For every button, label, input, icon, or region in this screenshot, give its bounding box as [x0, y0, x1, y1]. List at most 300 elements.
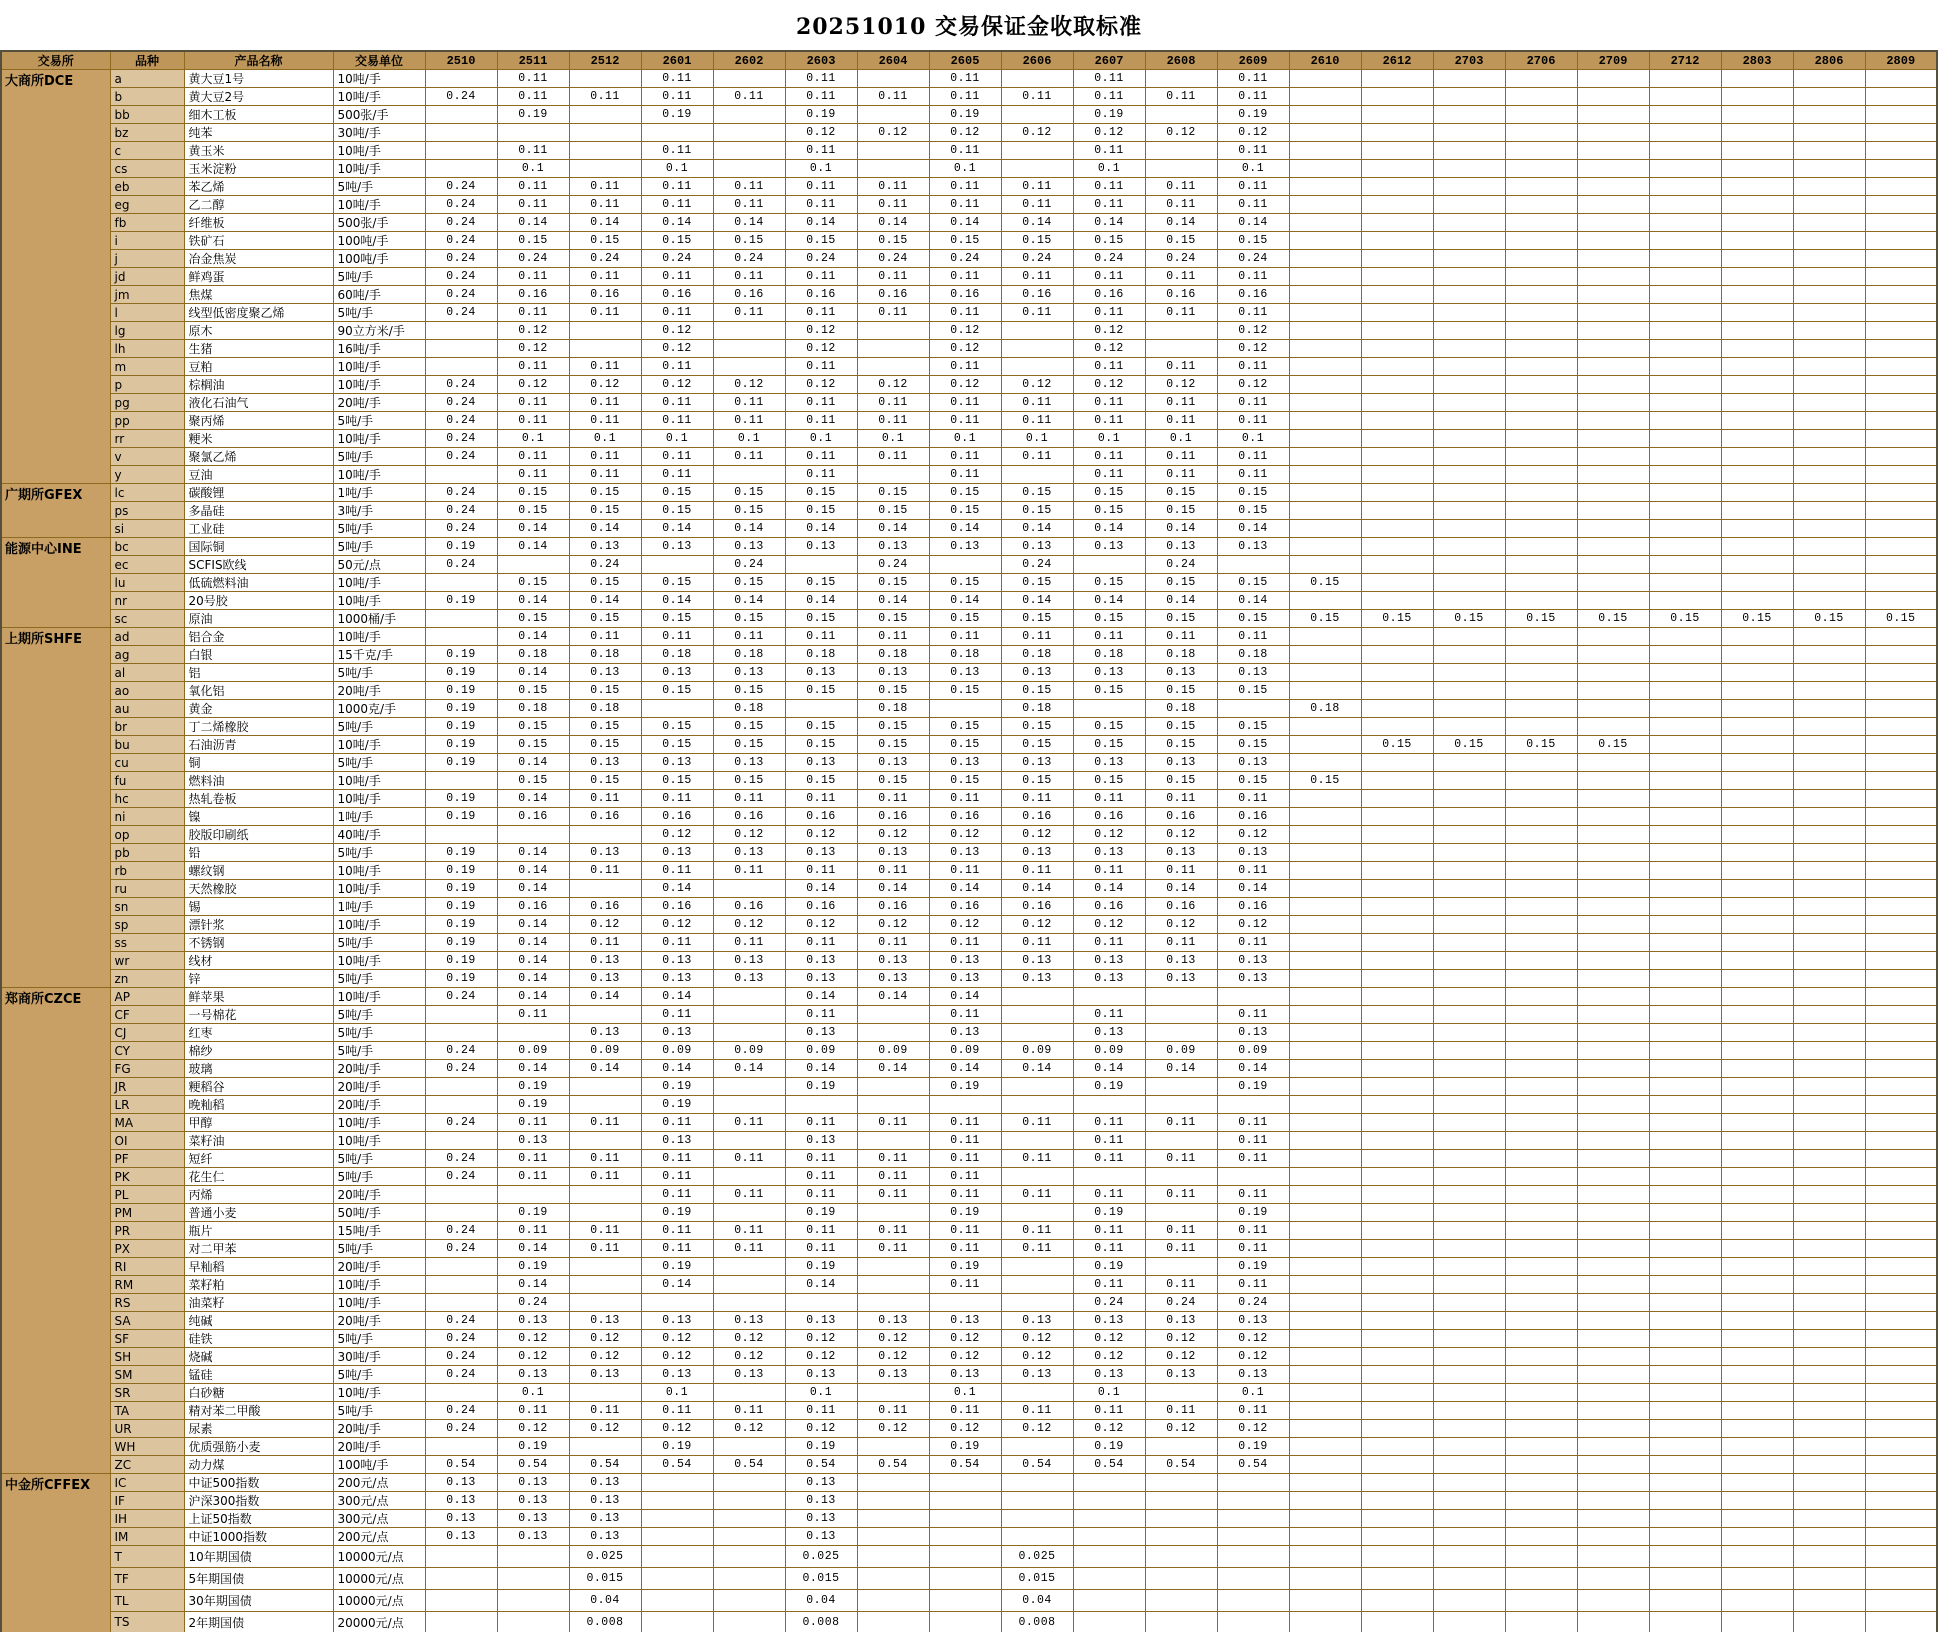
- margin-cell: 0.12: [1001, 1348, 1073, 1366]
- margin-cell: [1865, 1330, 1937, 1348]
- margin-cell: 0.11: [1073, 412, 1145, 430]
- variety-code-cell: ps: [110, 502, 184, 520]
- margin-cell: [1577, 592, 1649, 610]
- margin-cell: 0.13: [929, 1366, 1001, 1384]
- margin-cell: [1793, 988, 1865, 1006]
- margin-cell: [425, 1006, 497, 1024]
- margin-cell: 0.11: [1145, 1240, 1217, 1258]
- margin-cell: [1721, 1096, 1793, 1114]
- column-header: 品种: [110, 51, 184, 70]
- margin-cell: [1793, 826, 1865, 844]
- margin-cell: 0.11: [785, 1240, 857, 1258]
- margin-cell: [1289, 556, 1361, 574]
- margin-cell: [425, 466, 497, 484]
- margin-cell: [1289, 1384, 1361, 1402]
- margin-cell: 0.15: [929, 610, 1001, 628]
- margin-cell: [1865, 1474, 1937, 1492]
- variety-code-cell: sn: [110, 898, 184, 916]
- margin-cell: [1505, 178, 1577, 196]
- margin-cell: 0.15: [1217, 736, 1289, 754]
- margin-cell: 0.1: [785, 160, 857, 178]
- margin-cell: [1865, 1240, 1937, 1258]
- margin-cell: [1505, 970, 1577, 988]
- margin-cell: [1577, 1492, 1649, 1510]
- margin-cell: 0.12: [497, 322, 569, 340]
- margin-cell: [1289, 106, 1361, 124]
- margin-cell: 0.14: [497, 862, 569, 880]
- margin-cell: [1145, 1546, 1217, 1568]
- margin-cell: 0.1: [1073, 160, 1145, 178]
- trade-unit-cell: 5吨/手: [333, 1006, 425, 1024]
- margin-cell: [1505, 1006, 1577, 1024]
- margin-cell: [1793, 286, 1865, 304]
- margin-cell: 0.11: [1001, 1402, 1073, 1420]
- margin-cell: 0.19: [1217, 1258, 1289, 1276]
- variety-code-cell: ss: [110, 934, 184, 952]
- margin-cell: [1577, 1330, 1649, 1348]
- margin-cell: [1793, 646, 1865, 664]
- margin-cell: 0.15: [1505, 610, 1577, 628]
- margin-cell: 0.13: [569, 664, 641, 682]
- margin-cell: [1865, 1384, 1937, 1402]
- margin-cell: 0.16: [785, 898, 857, 916]
- variety-code-cell: SF: [110, 1330, 184, 1348]
- margin-cell: [1433, 682, 1505, 700]
- margin-cell: 0.11: [857, 1186, 929, 1204]
- margin-cell: 0.015: [1001, 1568, 1073, 1590]
- margin-cell: 0.13: [1001, 952, 1073, 970]
- margin-cell: 0.11: [1073, 466, 1145, 484]
- margin-cell: [1289, 1150, 1361, 1168]
- margin-cell: [1721, 718, 1793, 736]
- margin-cell: [1433, 574, 1505, 592]
- margin-cell: 0.13: [857, 1312, 929, 1330]
- product-name-cell: 铝: [184, 664, 333, 682]
- margin-cell: [1289, 844, 1361, 862]
- margin-cell: 0.19: [641, 1078, 713, 1096]
- margin-cell: 0.19: [497, 1204, 569, 1222]
- margin-cell: 0.11: [785, 448, 857, 466]
- trade-unit-cell: 20吨/手: [333, 1186, 425, 1204]
- margin-cell: [1433, 988, 1505, 1006]
- margin-cell: 0.13: [1001, 538, 1073, 556]
- margin-cell: [1505, 1402, 1577, 1420]
- product-name-cell: 漂针浆: [184, 916, 333, 934]
- table-row: [1, 1042, 1937, 1060]
- margin-cell: [1649, 70, 1721, 88]
- margin-cell: [1649, 142, 1721, 160]
- margin-cell: [1577, 934, 1649, 952]
- variety-code-cell: AP: [110, 988, 184, 1006]
- margin-cell: [1073, 1528, 1145, 1546]
- margin-cell: 0.54: [1001, 1456, 1073, 1474]
- margin-cell: [1865, 916, 1937, 934]
- margin-cell: [1721, 394, 1793, 412]
- margin-cell: [1505, 1568, 1577, 1590]
- margin-cell: 0.15: [497, 736, 569, 754]
- margin-cell: [1721, 1420, 1793, 1438]
- variety-code-cell: lg: [110, 322, 184, 340]
- margin-cell: [1649, 538, 1721, 556]
- trade-unit-cell: 3吨/手: [333, 502, 425, 520]
- margin-cell: [1505, 1276, 1577, 1294]
- margin-cell: [1793, 682, 1865, 700]
- table-row: [1, 934, 1937, 952]
- margin-cell: 0.15: [1577, 610, 1649, 628]
- margin-cell: 0.15: [1145, 232, 1217, 250]
- margin-cell: 0.24: [1073, 250, 1145, 268]
- margin-cell: [425, 628, 497, 646]
- margin-cell: [1649, 736, 1721, 754]
- margin-cell: [1289, 1528, 1361, 1546]
- table-row: [1, 556, 1937, 574]
- margin-cell: [1361, 1568, 1433, 1590]
- margin-cell: 0.11: [641, 448, 713, 466]
- variety-code-cell: m: [110, 358, 184, 376]
- margin-cell: 0.15: [497, 682, 569, 700]
- margin-cell: [1577, 844, 1649, 862]
- margin-cell: 0.1: [1217, 1384, 1289, 1402]
- margin-cell: [857, 1384, 929, 1402]
- product-name-cell: 聚氯乙烯: [184, 448, 333, 466]
- margin-cell: 0.12: [1217, 322, 1289, 340]
- margin-cell: 0.15: [569, 682, 641, 700]
- table-row: [1, 1438, 1937, 1456]
- trade-unit-cell: 10吨/手: [333, 88, 425, 106]
- margin-cell: [569, 1384, 641, 1402]
- margin-cell: 0.14: [1073, 592, 1145, 610]
- margin-cell: [1721, 1060, 1793, 1078]
- trade-unit-cell: 10吨/手: [333, 376, 425, 394]
- margin-cell: 0.14: [641, 1276, 713, 1294]
- margin-cell: [1865, 826, 1937, 844]
- margin-cell: [1289, 916, 1361, 934]
- table-row: [1, 898, 1937, 916]
- product-name-cell: 动力煤: [184, 1456, 333, 1474]
- margin-cell: [1793, 916, 1865, 934]
- margin-cell: 0.12: [1073, 916, 1145, 934]
- margin-cell: [1793, 304, 1865, 322]
- margin-cell: 0.11: [929, 196, 1001, 214]
- margin-cell: [1433, 538, 1505, 556]
- margin-cell: 0.11: [1001, 178, 1073, 196]
- margin-cell: 0.15: [1649, 610, 1721, 628]
- margin-cell: [1361, 1420, 1433, 1438]
- margin-cell: 0.09: [569, 1042, 641, 1060]
- margin-cell: [1433, 1060, 1505, 1078]
- margin-cell: 0.16: [857, 808, 929, 826]
- margin-cell: 0.11: [1073, 178, 1145, 196]
- table-row: [1, 124, 1937, 142]
- table-row: [1, 1240, 1937, 1258]
- margin-cell: [1577, 700, 1649, 718]
- margin-cell: [497, 826, 569, 844]
- margin-cell: [1721, 448, 1793, 466]
- margin-cell: [1505, 700, 1577, 718]
- margin-cell: 0.15: [713, 574, 785, 592]
- variety-code-cell: bb: [110, 106, 184, 124]
- margin-cell: [1649, 1168, 1721, 1186]
- margin-cell: 0.11: [1001, 1114, 1073, 1132]
- margin-cell: [1505, 1258, 1577, 1276]
- margin-cell: [1865, 1078, 1937, 1096]
- margin-cell: 0.11: [569, 1168, 641, 1186]
- margin-cell: [1577, 160, 1649, 178]
- margin-cell: [1793, 862, 1865, 880]
- margin-cell: [713, 1528, 785, 1546]
- margin-cell: 0.11: [1145, 790, 1217, 808]
- table-row: [1, 1276, 1937, 1294]
- margin-cell: [1289, 1492, 1361, 1510]
- margin-cell: [1001, 1510, 1073, 1528]
- margin-cell: [1505, 826, 1577, 844]
- margin-cell: 0.15: [1001, 772, 1073, 790]
- margin-cell: [1721, 682, 1793, 700]
- margin-cell: [1649, 196, 1721, 214]
- margin-cell: 0.12: [785, 376, 857, 394]
- product-name-cell: 丙烯: [184, 1186, 333, 1204]
- variety-code-cell: PL: [110, 1186, 184, 1204]
- exchange-label: 广期所GFEX: [1, 484, 110, 538]
- margin-cell: 0.24: [497, 1294, 569, 1312]
- margin-cell: 0.11: [1217, 412, 1289, 430]
- product-name-cell: 中证500指数: [184, 1474, 333, 1492]
- variety-code-cell: bu: [110, 736, 184, 754]
- trade-unit-cell: 200元/点: [333, 1528, 425, 1546]
- margin-cell: 0.11: [929, 790, 1001, 808]
- margin-cell: [569, 1132, 641, 1150]
- margin-cell: 0.13: [785, 844, 857, 862]
- margin-cell: 0.13: [857, 664, 929, 682]
- margin-cell: [1505, 484, 1577, 502]
- margin-cell: 0.15: [1793, 610, 1865, 628]
- table-row: [1, 268, 1937, 286]
- margin-cell: [1289, 988, 1361, 1006]
- margin-cell: [1001, 1078, 1073, 1096]
- table-row: [1, 1096, 1937, 1114]
- margin-cell: 0.14: [1001, 520, 1073, 538]
- margin-cell: [1289, 430, 1361, 448]
- margin-cell: [1505, 646, 1577, 664]
- margin-cell: [929, 1294, 1001, 1312]
- margin-cell: [1433, 1330, 1505, 1348]
- margin-cell: [1721, 106, 1793, 124]
- margin-cell: [1721, 1312, 1793, 1330]
- margin-cell: 0.14: [1145, 520, 1217, 538]
- margin-cell: [1433, 1114, 1505, 1132]
- margin-cell: 0.11: [497, 1114, 569, 1132]
- margin-cell: 0.24: [1001, 556, 1073, 574]
- margin-cell: [1865, 232, 1937, 250]
- margin-cell: [1793, 1258, 1865, 1276]
- margin-cell: 0.15: [1001, 718, 1073, 736]
- margin-cell: [1649, 952, 1721, 970]
- margin-cell: 0.1: [929, 1384, 1001, 1402]
- margin-cell: 0.13: [785, 754, 857, 772]
- margin-cell: 0.12: [929, 1348, 1001, 1366]
- margin-cell: [1145, 1474, 1217, 1492]
- margin-cell: 0.16: [713, 286, 785, 304]
- margin-cell: [425, 1132, 497, 1150]
- margin-cell: 0.24: [929, 250, 1001, 268]
- trade-unit-cell: 10000元/点: [333, 1590, 425, 1612]
- trade-unit-cell: 5吨/手: [333, 1168, 425, 1186]
- product-name-cell: 花生仁: [184, 1168, 333, 1186]
- margin-cell: [857, 322, 929, 340]
- margin-cell: 0.1: [785, 430, 857, 448]
- trade-unit-cell: 5吨/手: [333, 268, 425, 286]
- margin-cell: 0.15: [1217, 502, 1289, 520]
- margin-cell: [1433, 700, 1505, 718]
- margin-cell: 0.13: [1073, 1366, 1145, 1384]
- margin-cell: 0.24: [713, 250, 785, 268]
- margin-cell: [1865, 322, 1937, 340]
- margin-cell: 0.19: [641, 1438, 713, 1456]
- margin-cell: [425, 70, 497, 88]
- margin-cell: 0.11: [929, 412, 1001, 430]
- margin-cell: 0.15: [857, 610, 929, 628]
- margin-cell: [1001, 142, 1073, 160]
- margin-cell: [1505, 1366, 1577, 1384]
- margin-cell: 0.11: [1073, 1114, 1145, 1132]
- margin-cell: [1577, 1042, 1649, 1060]
- margin-cell: [1649, 304, 1721, 322]
- margin-cell: 0.16: [1001, 286, 1073, 304]
- margin-cell: [1865, 1060, 1937, 1078]
- margin-cell: [857, 70, 929, 88]
- margin-cell: 0.15: [1001, 484, 1073, 502]
- margin-cell: [1433, 556, 1505, 574]
- margin-cell: 0.13: [785, 952, 857, 970]
- margin-cell: [1721, 250, 1793, 268]
- margin-cell: [1865, 448, 1937, 466]
- margin-cell: 0.11: [497, 1150, 569, 1168]
- table-row: [1, 772, 1937, 790]
- table-row: [1, 790, 1937, 808]
- margin-cell: 0.11: [785, 412, 857, 430]
- margin-cell: [1865, 772, 1937, 790]
- margin-cell: [1289, 232, 1361, 250]
- product-name-cell: 丁二烯橡胶: [184, 718, 333, 736]
- table-row: [1, 88, 1937, 106]
- variety-code-cell: bz: [110, 124, 184, 142]
- margin-cell: 0.19: [785, 1204, 857, 1222]
- margin-cell: [1865, 1186, 1937, 1204]
- margin-cell: 0.11: [857, 394, 929, 412]
- margin-cell: [1001, 1528, 1073, 1546]
- variety-code-cell: WH: [110, 1438, 184, 1456]
- margin-cell: [1145, 1568, 1217, 1590]
- margin-cell: 0.13: [785, 1492, 857, 1510]
- margin-cell: 0.24: [641, 250, 713, 268]
- margin-cell: [1793, 106, 1865, 124]
- trade-unit-cell: 10吨/手: [333, 196, 425, 214]
- variety-code-cell: LR: [110, 1096, 184, 1114]
- margin-cell: 0.15: [713, 484, 785, 502]
- margin-cell: [1721, 1366, 1793, 1384]
- margin-cell: [425, 160, 497, 178]
- margin-cell: [1865, 88, 1937, 106]
- margin-cell: [1433, 1590, 1505, 1612]
- margin-cell: 0.15: [1145, 484, 1217, 502]
- trade-unit-cell: 10吨/手: [333, 862, 425, 880]
- margin-cell: 0.19: [1217, 1204, 1289, 1222]
- margin-cell: [1649, 754, 1721, 772]
- table-row: [1, 952, 1937, 970]
- margin-cell: [1577, 304, 1649, 322]
- margin-cell: 0.11: [713, 1240, 785, 1258]
- trade-unit-cell: 100吨/手: [333, 250, 425, 268]
- margin-cell: 0.11: [785, 178, 857, 196]
- margin-cell: [1865, 1402, 1937, 1420]
- margin-cell: [1505, 1312, 1577, 1330]
- margin-cell: 0.16: [857, 286, 929, 304]
- margin-cell: [1865, 1114, 1937, 1132]
- margin-cell: [425, 1568, 497, 1590]
- margin-cell: 0.19: [641, 106, 713, 124]
- margin-cell: 0.15: [929, 718, 1001, 736]
- margin-cell: [1577, 1114, 1649, 1132]
- margin-cell: 0.16: [1145, 808, 1217, 826]
- margin-cell: 0.1: [497, 1384, 569, 1402]
- margin-cell: 0.18: [1145, 700, 1217, 718]
- margin-cell: 0.54: [857, 1456, 929, 1474]
- margin-cell: [1505, 1420, 1577, 1438]
- variety-code-cell: PF: [110, 1150, 184, 1168]
- trade-unit-cell: 300元/点: [333, 1510, 425, 1528]
- margin-cell: 0.19: [1073, 106, 1145, 124]
- margin-cell: 0.11: [857, 934, 929, 952]
- margin-cell: [1793, 1114, 1865, 1132]
- margin-cell: [1649, 1024, 1721, 1042]
- margin-cell: 0.11: [1145, 1114, 1217, 1132]
- product-name-cell: 工业硅: [184, 520, 333, 538]
- margin-cell: 0.11: [1073, 1240, 1145, 1258]
- trade-unit-cell: 5吨/手: [333, 1024, 425, 1042]
- margin-cell: [1505, 952, 1577, 970]
- variety-code-cell: PK: [110, 1168, 184, 1186]
- margin-cell: 0.13: [857, 754, 929, 772]
- margin-cell: [1001, 466, 1073, 484]
- margin-cell: [1433, 1312, 1505, 1330]
- margin-cell: [1721, 1006, 1793, 1024]
- margin-cell: [1721, 1078, 1793, 1096]
- margin-cell: [1577, 196, 1649, 214]
- product-name-cell: 豆油: [184, 466, 333, 484]
- margin-cell: 0.11: [1145, 862, 1217, 880]
- margin-cell: 0.54: [425, 1456, 497, 1474]
- margin-cell: [713, 1384, 785, 1402]
- margin-cell: 0.14: [569, 592, 641, 610]
- margin-cell: [1361, 1024, 1433, 1042]
- margin-cell: 0.11: [929, 1186, 1001, 1204]
- margin-cell: 0.13: [785, 664, 857, 682]
- margin-cell: [1649, 1042, 1721, 1060]
- margin-cell: [1505, 790, 1577, 808]
- margin-cell: [1505, 718, 1577, 736]
- table-row: [1, 376, 1937, 394]
- margin-cell: [713, 1006, 785, 1024]
- trade-unit-cell: 10000元/点: [333, 1546, 425, 1568]
- product-name-cell: 红枣: [184, 1024, 333, 1042]
- margin-cell: 0.11: [1217, 1222, 1289, 1240]
- margin-cell: 0.11: [569, 268, 641, 286]
- margin-cell: 0.18: [713, 646, 785, 664]
- margin-cell: 0.12: [641, 1420, 713, 1438]
- margin-cell: [1433, 250, 1505, 268]
- margin-cell: [1505, 898, 1577, 916]
- margin-cell: [1505, 1528, 1577, 1546]
